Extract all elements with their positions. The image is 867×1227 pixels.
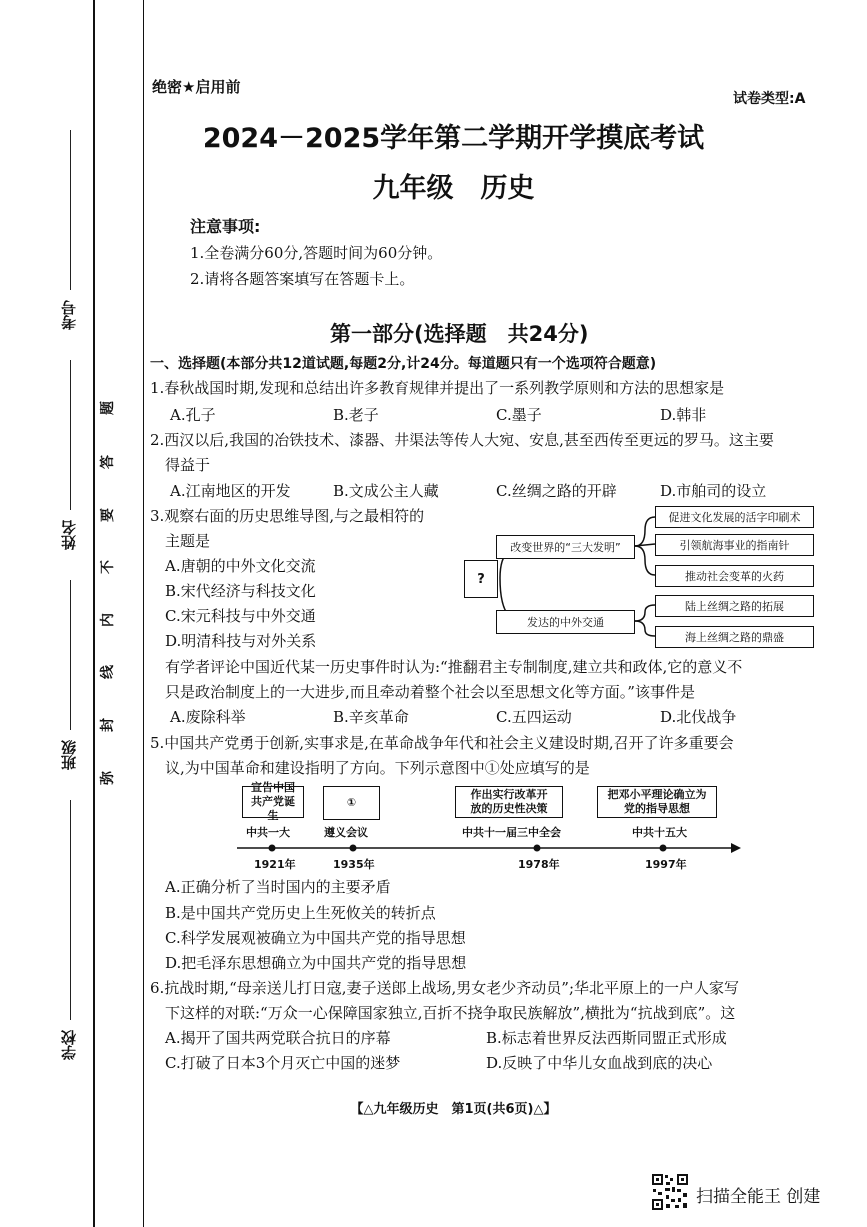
class-label: 班级: [60, 740, 78, 770]
q6-option-a: A.揭开了国共两党联合抗日的序幕: [165, 1029, 391, 1047]
q3-option-b: B.宋代经济与科技文化: [165, 582, 316, 600]
timeline-box-1978: 作出实行改革开放的历史性决策: [455, 786, 563, 818]
q5-option-c: C.科学发展观被确立为中国共产党的指导思想: [165, 929, 466, 947]
exam-number-label: 考号: [60, 300, 78, 330]
school-line: [70, 800, 71, 1020]
q4-stem: 有学者评论中国近代某一历史事件时认为:“推翻君主专制制度,建立共和政体,它的意义不: [165, 658, 743, 676]
paper-type: 试卷类型:A: [733, 91, 806, 107]
q2-option-a: A.江南地区的开发: [170, 482, 291, 500]
qr-code-icon: [651, 1173, 689, 1211]
q1-option-c: C.墨子: [496, 406, 542, 424]
timeline-meeting: 中共十一届三中全会: [462, 826, 561, 839]
q4-option-c: C.五四运动: [496, 708, 572, 726]
seal-char: 题: [100, 401, 116, 415]
q4-stem-cont: 只是政治制度上的一大进步,而且牵动着整个社会以至思想文化等方面。”该事件是: [165, 683, 695, 701]
q4-option-b: B.辛亥革命: [333, 708, 409, 726]
q2-stem-cont: 得益于: [165, 456, 211, 474]
q3-stem-cont: 主题是: [165, 532, 211, 550]
q5-option-b: B.是中国共产党历史上生死攸关的转折点: [165, 904, 436, 922]
exam-title: 2024－2025学年第二学期开学摸底考试: [202, 123, 705, 154]
q1-stem: 1.春秋战国时期,发现和总结出许多教育规律并提出了一系列教学原则和方法的思想家是: [150, 379, 725, 397]
q6-option-d: D.反映了中华儿女血战到底的决心: [486, 1054, 713, 1072]
timeline-meeting: 中共十五大: [632, 826, 687, 839]
timeline-year: 1978年: [518, 858, 560, 871]
q1-option-b: B.老子: [333, 406, 379, 424]
mind-map-leaf: 陆上丝绸之路的拓展: [655, 595, 814, 617]
q4-option-d: D.北伐战争: [660, 708, 737, 726]
q3-option-d: D.明清科技与对外关系: [165, 632, 317, 650]
q2-stem: 2.西汉以后,我国的冶铁技术、漆器、井渠法等传人大宛、安息,甚至西传至更远的罗马。这主要: [150, 431, 774, 449]
q4-option-a: A.废除科举: [170, 708, 246, 726]
mind-map-leaf: 促进文化发展的活字印刷术: [655, 506, 814, 528]
seal-char: 内: [100, 613, 116, 627]
seal-char: 封: [100, 718, 116, 732]
q2-option-c: C.丝绸之路的开辟: [496, 482, 617, 500]
timeline-year: 1935年: [333, 858, 375, 871]
q5-option-d: D.把毛泽东思想确立为中国共产党的指导思想: [165, 954, 467, 972]
exam-subtitle: 九年级 历史: [372, 173, 535, 204]
seal-char: 弥: [100, 771, 116, 785]
timeline-year: 1921年: [254, 858, 296, 871]
timeline-box-1921: 宣告中国共产党诞生: [242, 786, 304, 818]
mind-map-branch-transport: 发达的中外交通: [496, 610, 635, 634]
seal-char: 答: [100, 455, 116, 469]
seal-char: 要: [100, 508, 116, 522]
timeline-box-1997: 把邓小平理论确立为党的指导思想: [597, 786, 717, 818]
scanner-watermark: 扫描全能王 创建: [696, 1187, 821, 1207]
seal-char: 线: [100, 665, 116, 679]
q1-option-d: D.韩非: [660, 406, 707, 424]
notice-heading: 注意事项:: [190, 217, 261, 236]
q6-stem: 6.抗战时期,“母亲送儿打日寇,妻子送郎上战场,男女老少齐动员”;华北平原上的一户人家写: [150, 979, 740, 997]
confidential-mark: 绝密★启用前: [152, 78, 241, 96]
timeline-box-blank: ①: [323, 786, 380, 820]
mind-map-leaf: 海上丝绸之路的鼎盛: [655, 626, 814, 648]
q1-option-a: A.孔子: [170, 406, 216, 424]
q6-stem-cont: 下这样的对联:“万众一心保障国家独立,百折不挠争取民族解放”,横批为“抗战到底”。这: [165, 1004, 736, 1022]
q3-option-c: C.宋元科技与中外交通: [165, 607, 316, 625]
notice-item: 2.请将各题答案填写在答题卡上。: [190, 270, 415, 288]
notice-item: 1.全卷满分60分,答题时间为60分钟。: [190, 244, 443, 262]
q2-option-b: B.文成公主人藏: [333, 482, 439, 500]
timeline-meeting: 遵义会议: [324, 826, 368, 839]
q6-option-c: C.打破了日本3个月灭亡中国的迷梦: [165, 1054, 401, 1072]
q3-option-a: A.唐朝的中外文化交流: [165, 557, 316, 575]
q2-option-d: D.市舶司的设立: [660, 482, 767, 500]
part-title: 第一部分(选择题 共24分): [330, 322, 589, 346]
mind-map-leaf: 推动社会变革的火药: [655, 565, 814, 587]
school-label: 学校: [60, 1030, 78, 1060]
name-label: 姓名: [60, 520, 78, 550]
mind-map-center: ?: [464, 560, 498, 598]
section-instruction: 一、选择题(本部分共12道试题,每题2分,计24分。每道题只有一个选项符合题意): [150, 356, 657, 372]
page-footer: 【△九年级历史 第1页(共6页)△】: [350, 1102, 557, 1117]
q5-stem-cont: 议,为中国革命和建设指明了方向。下列示意图中①处应填写的是: [165, 759, 590, 777]
timeline-year: 1997年: [645, 858, 687, 871]
q3-stem: 3.观察右面的历史思维导图,与之最相符的: [150, 507, 425, 525]
seal-char: 不: [100, 560, 116, 574]
mind-map-branch-inventions: 改变世界的“三大发明”: [496, 535, 635, 559]
timeline-meeting: 中共一大: [246, 826, 290, 839]
q5-option-a: A.正确分析了当时国内的主要矛盾: [165, 878, 391, 896]
mind-map-leaf: 引领航海事业的指南针: [655, 534, 814, 556]
q5-stem: 5.中国共产党勇于创新,实事求是,在革命战争年代和社会主义建设时期,召开了许多重要会: [150, 734, 734, 752]
class-line: [70, 580, 71, 730]
q6-option-b: B.标志着世界反法西斯同盟正式形成: [486, 1029, 727, 1047]
name-line: [70, 360, 71, 510]
